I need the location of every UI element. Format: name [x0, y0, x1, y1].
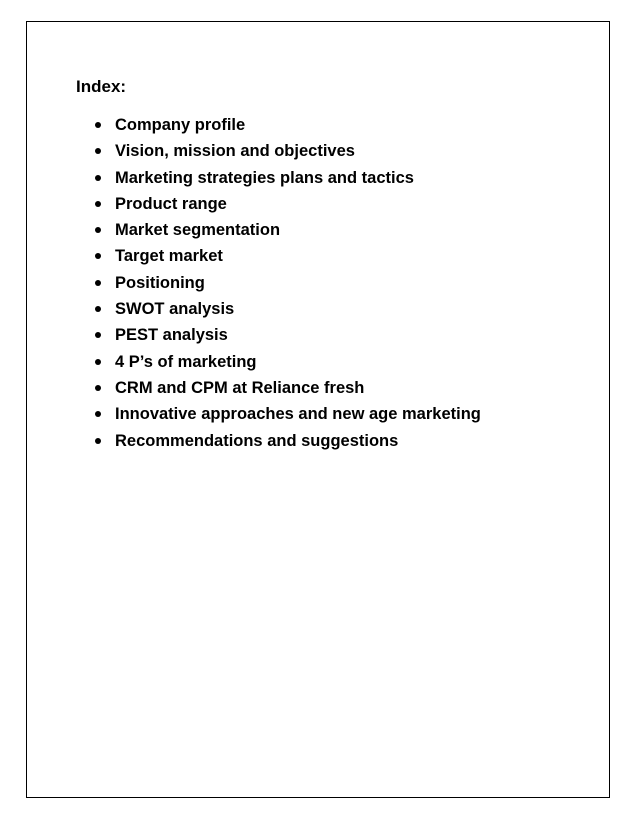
list-item-label: Positioning — [115, 273, 205, 292]
bullet-icon — [95, 332, 101, 338]
list-item-label: Target market — [115, 247, 223, 266]
bullet-icon — [95, 122, 101, 128]
bullet-icon — [95, 359, 101, 365]
bullet-icon — [95, 175, 101, 181]
bullet-icon — [95, 411, 101, 417]
list-item — [90, 167, 481, 193]
list-item — [90, 324, 481, 350]
list-item-label: Recommendations and suggestions — [115, 431, 399, 450]
list-item — [90, 140, 481, 166]
list-item-label: CRM and CPM at Reliance fresh — [115, 378, 365, 397]
list-item-label: Product range — [115, 194, 227, 213]
bullet-icon — [95, 306, 101, 312]
list-item — [90, 351, 481, 377]
list-item-label: Company profile — [115, 116, 246, 134]
bullet-icon — [95, 227, 101, 233]
list-item-label: Market segmentation — [115, 221, 281, 240]
bullet-icon — [95, 253, 101, 259]
list-item-label: Marketing strategies plans and tactics — [115, 168, 414, 187]
list-item — [90, 430, 481, 456]
list-item — [90, 193, 481, 219]
list-item — [90, 298, 481, 324]
index-heading: Index: — [76, 77, 127, 96]
bullet-icon — [95, 438, 101, 444]
bullet-icon — [95, 280, 101, 286]
list-item-label: Innovative approaches and new age marketing — [115, 405, 481, 424]
bullet-icon — [95, 385, 101, 391]
list-item-label: PEST analysis — [115, 326, 228, 345]
list-item-label: Vision, mission and objectives — [115, 142, 355, 161]
list-item — [90, 219, 481, 245]
bullet-icon — [95, 148, 101, 154]
index-list — [90, 114, 481, 456]
list-item — [90, 377, 481, 403]
list-item — [90, 245, 481, 271]
list-item — [90, 114, 481, 140]
list-item — [90, 272, 481, 298]
list-item-label: SWOT analysis — [115, 300, 235, 319]
bullet-icon — [95, 201, 101, 207]
list-item-label: 4 P’s of marketing — [115, 352, 257, 371]
list-item — [90, 403, 481, 429]
